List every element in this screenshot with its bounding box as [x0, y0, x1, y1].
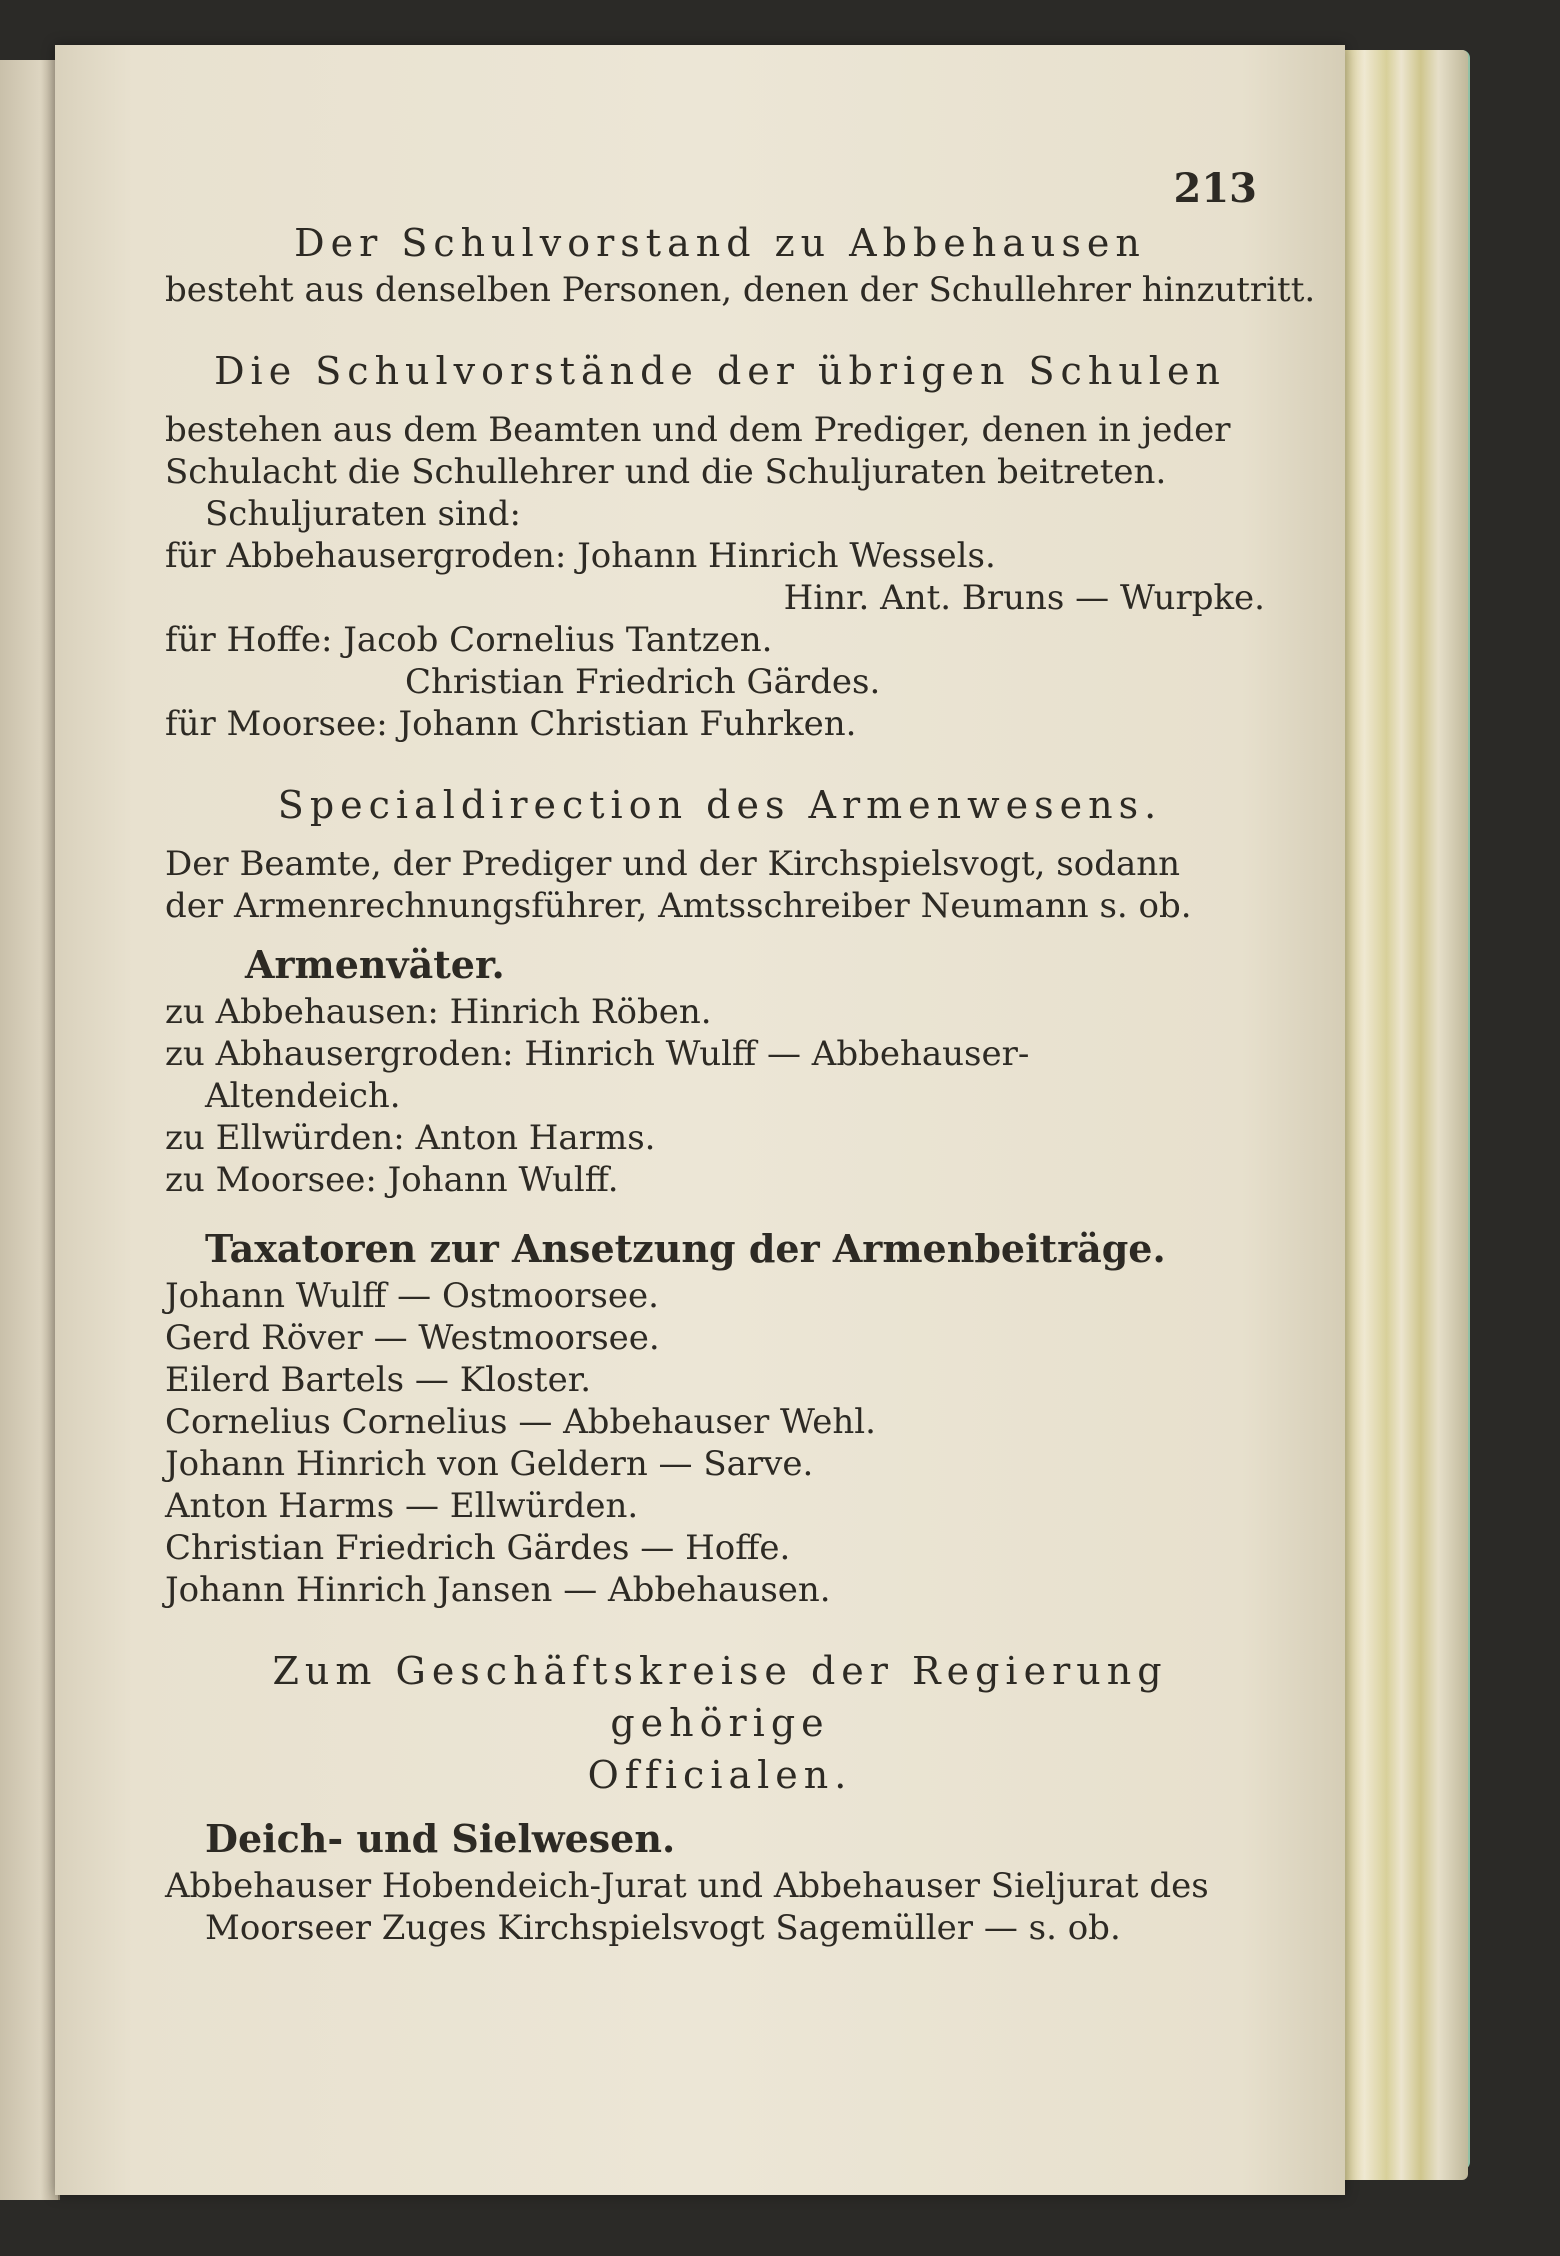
text-line: Moorseer Zuges Kirchspielsvogt Sagemüller — s. ob.	[205, 1908, 1121, 1948]
text-line: besteht aus denselben Personen, denen der Schullehrer hinzutritt.	[165, 270, 1316, 310]
text-line: für Moorsee: Johann Christian Fuhrken.	[165, 704, 857, 744]
text-line: zu Ellwürden: Anton Harms.	[165, 1118, 656, 1158]
section-title-schulvorstaende: Die Schulvorstände der übrigen Schulen	[214, 349, 1226, 393]
text-line: Altendeich.	[205, 1076, 401, 1116]
section-title-deichwesen: Deich- und Sielwesen.	[205, 1816, 676, 1861]
text-line: Cornelius Cornelius — Abbehauser Wehl.	[165, 1402, 876, 1442]
page-content	[165, 165, 1316, 1949]
section-title-armenvaeter: Armenväter.	[245, 942, 505, 987]
text-line: zu Moorsee: Johann Wulff.	[165, 1160, 619, 1200]
section-title-officialen: Officialen.	[587, 1753, 853, 1797]
text-line: Christian Friedrich Gärdes — Hoffe.	[165, 1528, 791, 1568]
text-line: Gerd Röver — Westmoorsee.	[165, 1318, 660, 1358]
text-line: Der Beamte, der Prediger und der Kirchspielsvogt, sodann	[165, 844, 1181, 884]
text-line: Johann Wulff — Ostmoorsee.	[165, 1276, 659, 1316]
text-line: Johann Hinrich von Geldern — Sarve.	[165, 1444, 814, 1484]
text-line: für Hoffe: Jacob Cornelius Tantzen.	[165, 620, 773, 660]
text-line: zu Abbehausen: Hinrich Röben.	[165, 992, 712, 1032]
text-line: Anton Harms — Ellwürden.	[165, 1486, 639, 1526]
text-line: Schuljuraten sind:	[205, 494, 521, 534]
text-line: Abbehauser Hobendeich-Jurat und Abbehauser Sieljurat des	[165, 1866, 1209, 1906]
text-line: Schulacht die Schullehrer und die Schuljuraten beitreten.	[165, 452, 1167, 492]
section-title-schulvorstand: Der Schulvorstand zu Abbehausen	[294, 221, 1146, 265]
section-title-taxatoren: Taxatoren zur Ansetzung der Armenbeiträge.	[205, 1226, 1166, 1271]
text-line: zu Abhausergroden: Hinrich Wulff — Abbehauser-	[165, 1034, 1030, 1074]
text-line: für Abbehausergroden: Johann Hinrich Wessels.	[165, 536, 996, 576]
text-line: bestehen aus dem Beamten und dem Prediger, denen in jeder	[165, 410, 1231, 450]
text-line: Eilerd Bartels — Kloster.	[165, 1360, 592, 1400]
section-title-geschaeftskreise: Zum Geschäftskreise der Regierung gehörige	[272, 1649, 1168, 1745]
text-line: der Armenrechnungsführer, Amtsschreiber Neumann s. ob.	[165, 886, 1192, 926]
page-number: 213	[1173, 165, 1257, 212]
book-page	[55, 45, 1345, 2195]
section-title-specialdirection: Specialdirection des Armenwesens.	[277, 783, 1163, 827]
text-line: Johann Hinrich Jansen — Abbehausen.	[165, 1570, 831, 1610]
text-line: Hinr. Ant. Bruns — Wurpke.	[783, 578, 1265, 618]
facing-page-edge	[0, 60, 60, 2200]
text-line: Christian Friedrich Gärdes.	[405, 662, 881, 702]
